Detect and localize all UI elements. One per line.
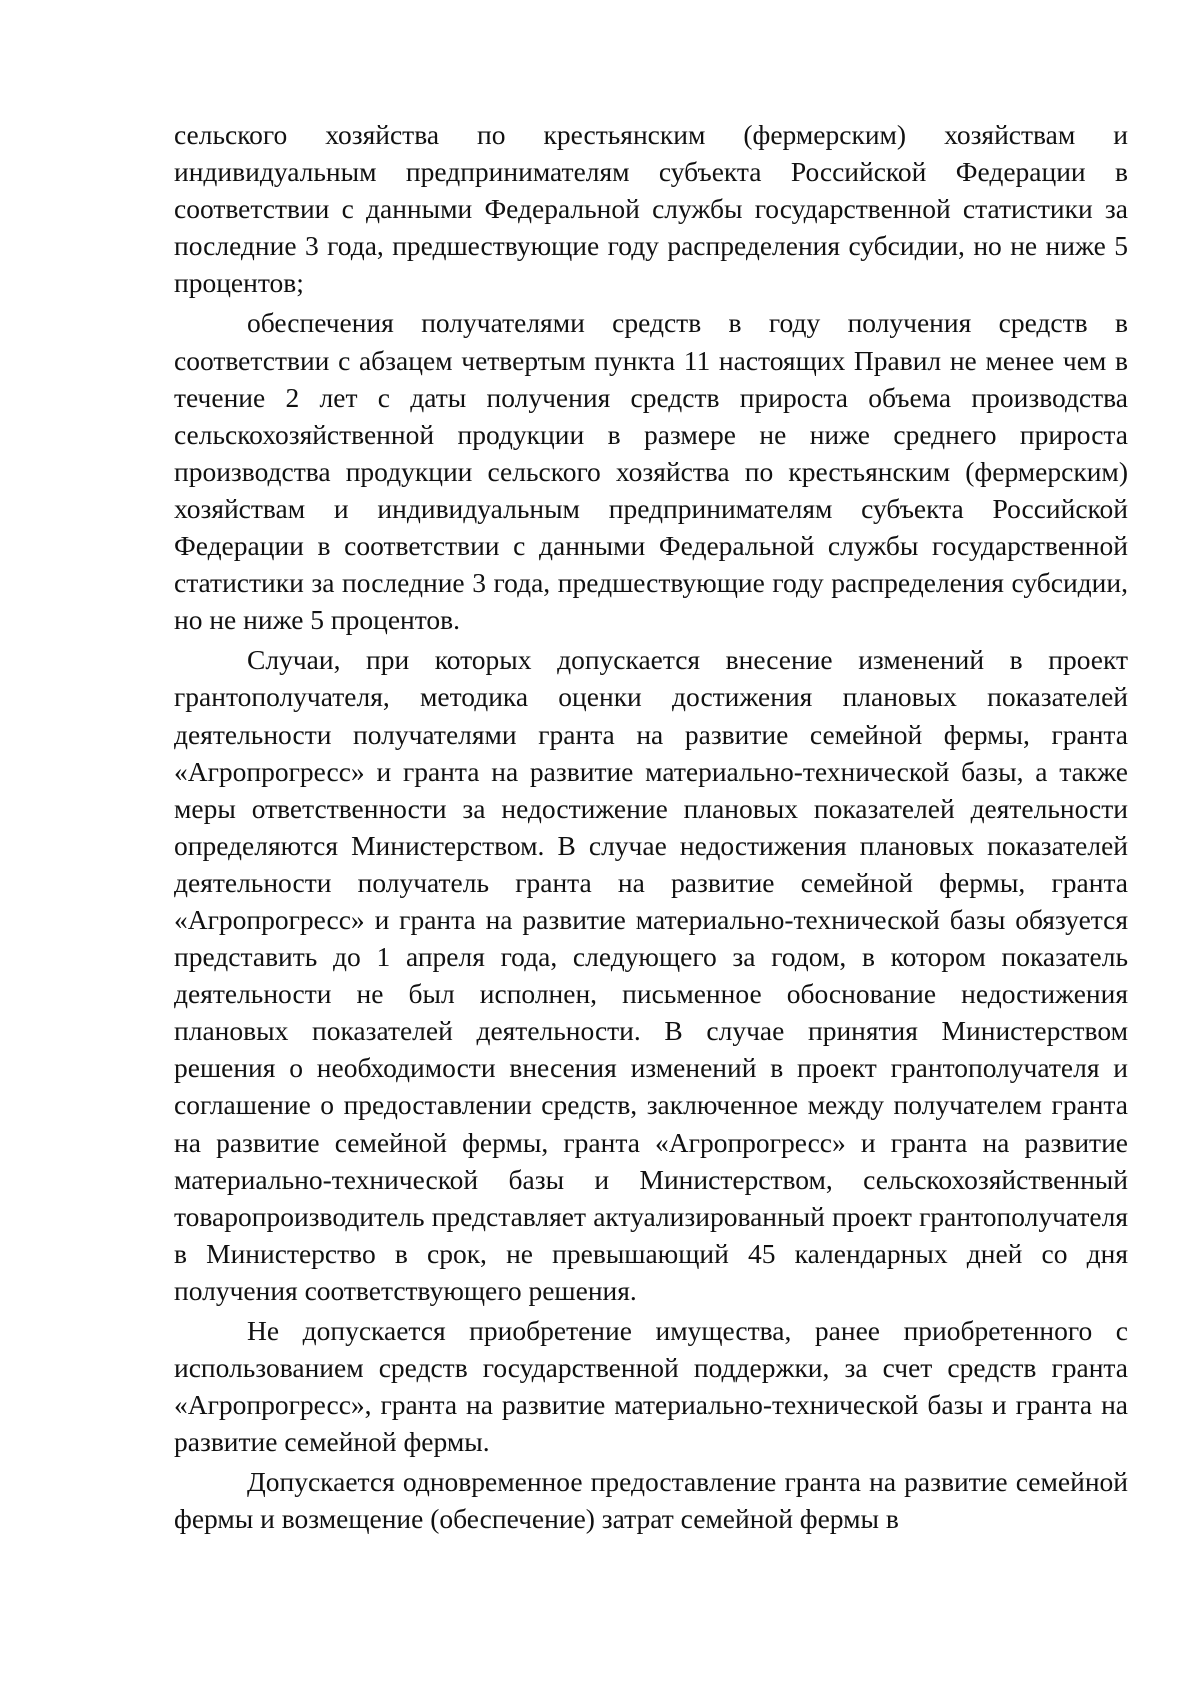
paragraph-continuation: сельского хозяйства по крестьянским (фермерским) хозяйствам и индивидуальным предпринимателям субъекта Российской Федерации в соответствии с данными Федеральной службы государственной статистики за последние 3 года, предшествующие году распределения субсидии, но не ниже 5 процентов; <box>174 119 1128 299</box>
paragraph-property-restriction: Не допускается приобретение имущества, ранее приобретенного с использованием средств государственной поддержки, за счет средств гранта «Агропрогресс», гранта на развитие материально-технической базы и гранта на развитие семейной фермы. <box>174 1315 1128 1458</box>
paragraph-project-changes: Случаи, при которых допускается внесение изменений в проект грантополучателя, методика оценки достижения плановых показателей деятельности получателями гранта на развитие семейной фермы, гранта «Агропрогресс» и гранта на развитие материально-технической базы, а также меры ответственности за недостижение плановых показателей деятельности определяются Министерством. В случае недостижения плановых показателей деятельности получатель гранта на развитие семейной фермы, гранта «Агропрогресс» и гранта на развитие материально-технической базы обязуется представить до 1 апреля года, следующего за годом, в котором показатель деятельности не был исполнен, письменное обоснование недостижения плановых показателей деятельности. В случае принятия Министерством решения о необходимости внесения изменений в проект грантополучателя и соглашение о предоставлении средств, заключенное между получателем гранта на развитие семейной фермы, гранта «Агропрогресс» и гранта на развитие материально-технической базы и Министерством, сельскохозяйственный товаропроизводитель представляет актуализированный проект грантополучателя в Министерство в срок, не превышающий 45 календарных дней со дня получения соответствующего решения. <box>174 644 1128 1306</box>
paragraph-simultaneous-grant: Допускается одновременное предоставление гранта на развитие семейной фермы и возмещение (обеспечение) затрат семейной фермы в <box>174 1466 1128 1535</box>
document-body <box>174 116 1128 1538</box>
paragraph-production-growth: обеспечения получателями средств в году получения средств в соответствии с абзацем четвертым пункта 11 настоящих Правил не менее чем в течение 2 лет с даты получения средств прироста объема производства сельскохозяйственной продукции в размере не ниже среднего прироста производства продукции сельского хозяйства по крестьянским (фермерским) хозяйствам и индивидуальным предпринимателям субъекта Российской Федерации в соответствии с данными Федеральной службы государственной статистики за последние 3 года, предшествующие году распределения субсидии, но не ниже 5 процентов. <box>174 307 1128 636</box>
